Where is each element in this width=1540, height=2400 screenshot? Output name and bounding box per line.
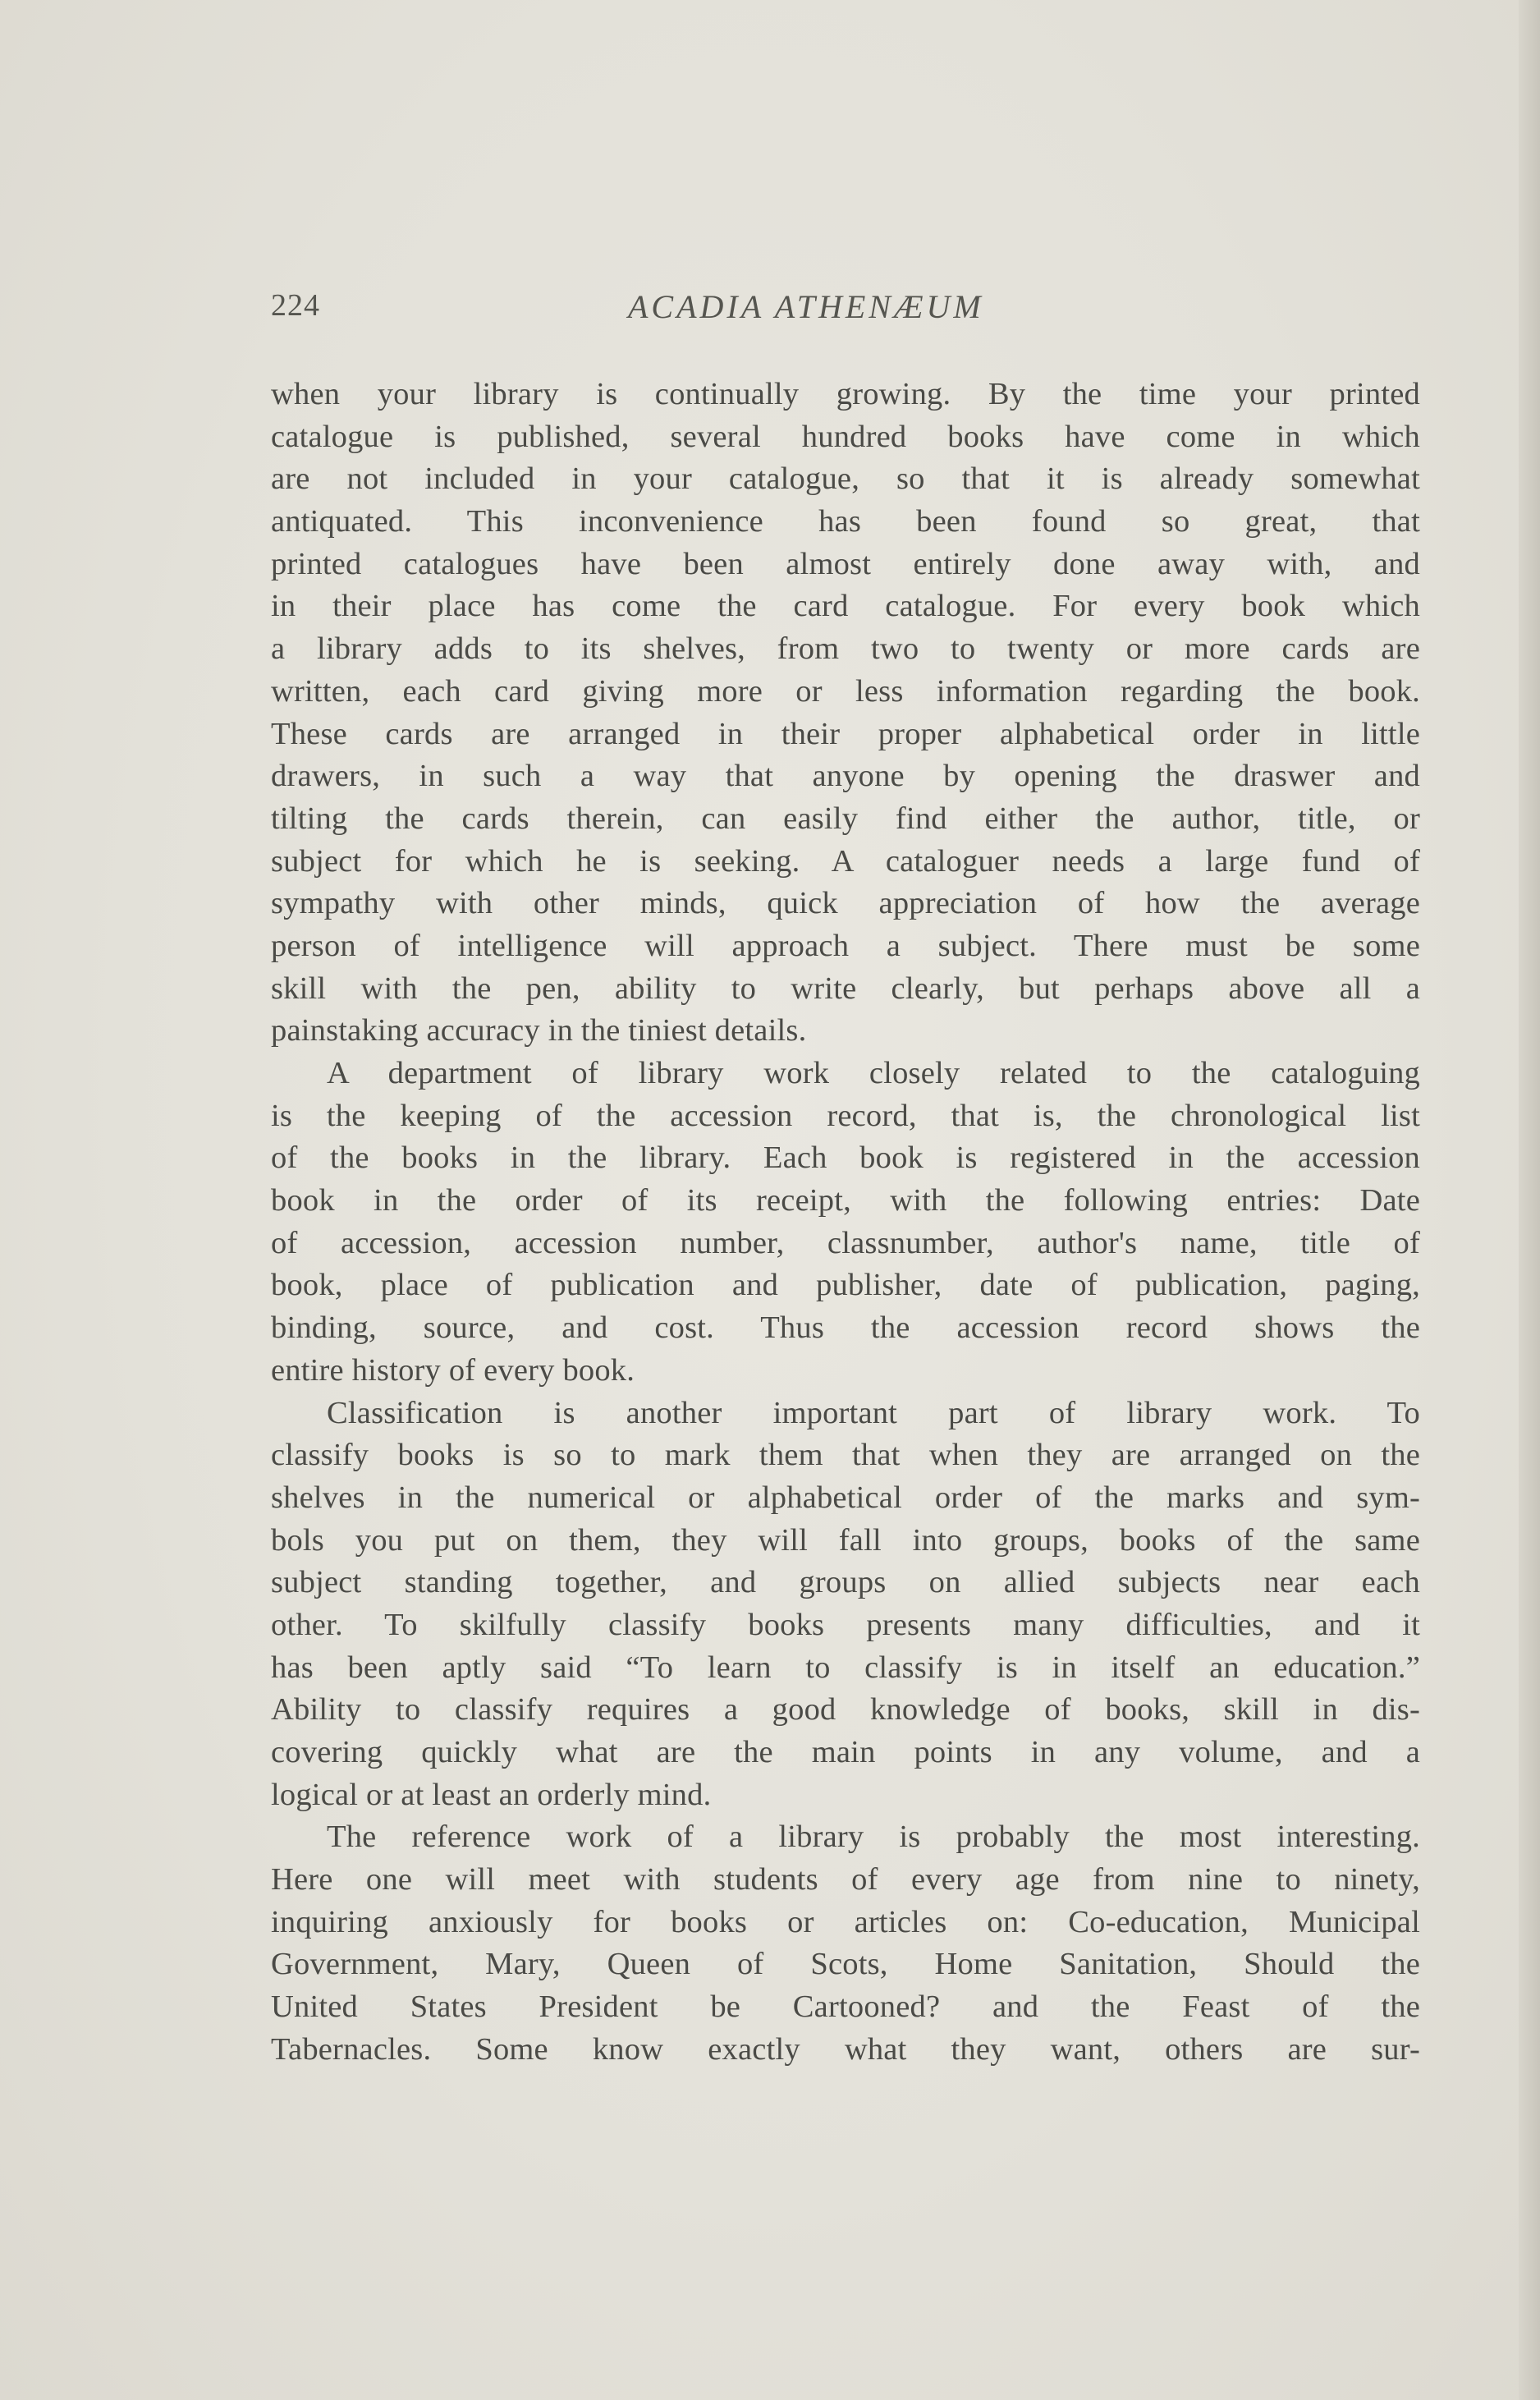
text-line: skill with the pen, ability to write clearly, but perhaps above all a bbox=[271, 971, 1420, 1006]
text-line: Classification is another important part of library work. To bbox=[327, 1395, 1420, 1430]
text-line: classify books is so to mark them that when they are arranged on the bbox=[271, 1438, 1420, 1473]
text-line: Here one will meet with students of every age from nine to ninety, bbox=[271, 1862, 1420, 1898]
text-line: person of intelligence will approach a subject. There must be some bbox=[271, 928, 1420, 963]
text-line: bols you put on them, they will fall into groups, books of the same bbox=[271, 1522, 1420, 1558]
text-line: inquiring anxiously for books or articles on: Co-education, Municipal bbox=[271, 1904, 1420, 1939]
text-line: logical or at least an orderly mind. bbox=[271, 1777, 712, 1812]
text-line: book, place of publication and publisher, date of publication, paging, bbox=[271, 1268, 1420, 1303]
running-header bbox=[271, 287, 1420, 328]
text-line: subject standing together, and groups on allied subjects near each bbox=[271, 1565, 1420, 1600]
text-line: antiquated. This inconvenience has been found so great, that bbox=[271, 504, 1420, 539]
text-line: catalogue is published, several hundred books have come in which bbox=[271, 419, 1420, 454]
text-line: Tabernacles. Some know exactly what they want, others are sur- bbox=[271, 2031, 1420, 2067]
text-line: when your library is continually growing. By the time your printed bbox=[271, 377, 1420, 411]
text-line: entire history of every book. bbox=[271, 1352, 635, 1388]
text-line: sympathy with other minds, quick appreciation of how the average bbox=[271, 886, 1420, 921]
text-line: a library adds to its shelves, from two to twenty or more cards are bbox=[271, 631, 1420, 667]
text-line: subject for which he is seeking. A cataloguer needs a large fund of bbox=[271, 843, 1420, 879]
text-line: is the keeping of the accession record, that is, the chronological list bbox=[271, 1098, 1420, 1133]
text-line: book in the order of its receipt, with the following entries: Date bbox=[271, 1183, 1420, 1218]
text-line: A department of library work closely related to the cataloguing bbox=[327, 1056, 1420, 1090]
text-line: These cards are arranged in their proper alphabetical order in little bbox=[271, 716, 1420, 751]
text-line: drawers, in such a way that anyone by opening the draswer and bbox=[271, 759, 1420, 794]
running-title: ACADIA ATHENÆUM bbox=[628, 288, 984, 325]
page-edge-shadow bbox=[1519, 0, 1540, 2400]
text-line: Government, Mary, Queen of Scots, Home Sanitation, Should the bbox=[271, 1947, 1420, 1982]
text-line: United States President be Cartooned? and the Feast of the bbox=[271, 1989, 1420, 2025]
body-text bbox=[271, 374, 1420, 2072]
text-line: are not included in your catalogue, so that it is already somewhat bbox=[271, 461, 1420, 497]
text-line: painstaking accuracy in the tiniest details. bbox=[271, 1013, 807, 1049]
page-number: 224 bbox=[271, 288, 320, 323]
text-line: Ability to classify requires a good knowledge of books, skill in dis- bbox=[271, 1692, 1420, 1728]
text-line: of accession, accession number, classnumber, author's name, title of bbox=[271, 1225, 1420, 1260]
text-line: shelves in the numerical or alphabetical order of the marks and sym- bbox=[271, 1480, 1420, 1515]
text-line: printed catalogues have been almost entirely done away with, and bbox=[271, 546, 1420, 581]
text-line: of the books in the library. Each book is registered in the accession bbox=[271, 1140, 1420, 1176]
text-line: other. To skilfully classify books presents many difficulties, and it bbox=[271, 1607, 1420, 1642]
text-line: binding, source, and cost. Thus the accession record shows the bbox=[271, 1310, 1420, 1346]
text-line: covering quickly what are the main points in any volume, and a bbox=[271, 1735, 1420, 1769]
text-line: has been aptly said “To learn to classify is in itself an education.” bbox=[271, 1650, 1420, 1685]
text-line: in their place has come the card catalogue. For every book which bbox=[271, 589, 1420, 624]
text-line: The reference work of a library is probably the most interesting. bbox=[327, 1820, 1420, 1855]
text-line: tilting the cards therein, can easily find either the author, title, or bbox=[271, 801, 1420, 836]
text-line: written, each card giving more or less information regarding the book. bbox=[271, 673, 1420, 709]
